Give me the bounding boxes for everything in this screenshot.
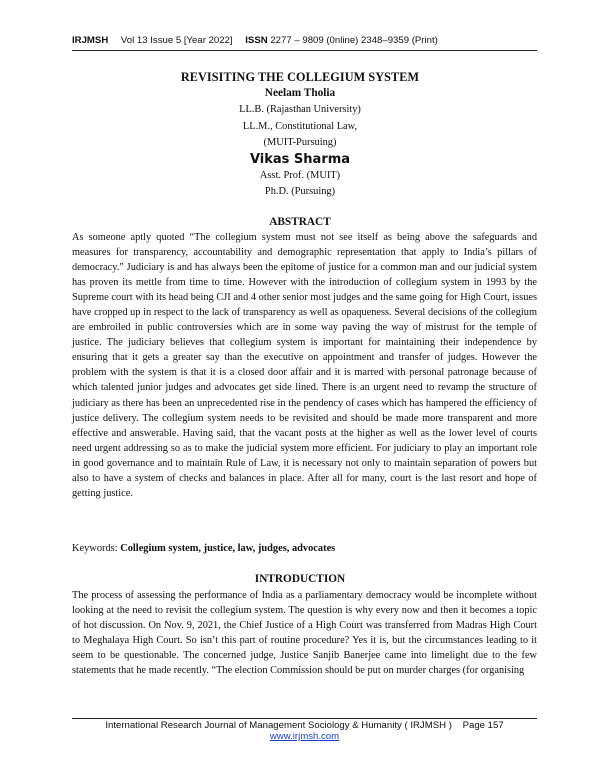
author-2-name: Vikas Sharma: [249, 152, 351, 167]
author-2-affiliation: Ph.D. (Pursuing): [264, 186, 336, 197]
running-header: [72, 35, 542, 46]
volume-info: Vol 13 Issue 5 [Year 2022]: [120, 35, 233, 46]
introduction-text: The process of assessing the performance of India as a parliamentary democracy would be incomplete without looking at the need to revisit the collegium system. The question is why every now and then it becomes a topic of hot discussion. On Nov. 9, 2021, the Chief Justice of a High Court was transferred from Madras High Court to Meghalaya High Court. So isn’t this part of routine procedure? Yes it is, but the circumstances leading to it seem to be questionable. The concerned judge, Justice Sanjib Banerjee came into limelight due to the few statements that he made recently. “The election Commission should be put on murder charges (for organising: [72, 590, 537, 677]
footer-rule: [72, 718, 537, 719]
keywords-line: [72, 543, 537, 554]
header-rule: [72, 50, 537, 51]
journal-abbrev: IRJMSH: [72, 35, 109, 46]
author-1-affiliation: LL.M., Constitutional Law,: [242, 121, 358, 132]
issn-numbers: 2277 – 9809 (0nline) 2348–9359 (Print): [270, 35, 438, 46]
author-1-affiliation: (MUIT-Pursuing): [263, 137, 337, 148]
page-number: Page 157: [462, 720, 504, 731]
journal-website-link[interactable]: www.irjmsh.com: [269, 731, 340, 742]
abstract-heading: ABSTRACT: [269, 216, 331, 228]
author-2-affiliation: Asst. Prof. (MUIT): [259, 170, 341, 181]
keywords-list: Collegium system, justice, law, judges, advocates: [120, 543, 336, 554]
page-footer: [72, 720, 537, 742]
author-1-name: Neelam Tholia: [264, 87, 336, 99]
introduction-heading: INTRODUCTION: [254, 573, 346, 585]
author-1-affiliation: LL.B. (Rajasthan University): [239, 104, 361, 115]
issn-label: ISSN: [245, 35, 268, 46]
abstract-text: As someone aptly quoted “The collegium system must not see itself as being above the safeguards and measures for transparency, accountability and demographic representation that apply to India’s pillars of democracy.” Judiciary is and has always been the epitome of justice for a common man and our judicial system has proven its mettle from time to time. However with the introduction of collegium system in 1993 by the Supreme court with its head being CJI and 4 other senior most judges and the same going for High Court, issues have cropped up in respect to the lack of transparency as well as opaqueness. Several decisions of the collegium are embroiled in public controversies which are in some way paving the way of mistrust for the temple of justice. The judiciary believes that collegium system is important for maintaining their independence by ensuring that it gets a greater say than the executive on appointment and transfer of judges. However the problem with the system is that it is a closed door affair and it is marred with personal patronage because of which talented junior judges and advocates get side lined. There is an urgent need to revamp the structure of judiciary as there has been an unprecedented rise in the pendency of cases which has hampered the efficiency of justice delivery. The collegium system needs to be revisited and should be made more transparent and more effective and answerable. Having said, that the vacant posts at the higher as well as the lower level of courts need urgent addressing so as to make the judicial system more efficient. For judiciary to play an important role in good governance and to maintain Rule of Law, it is necessary not only to maintain separation of powers but also to have a system of checks and balances in place. After all for many, court is the last resort and hope of getting justice.: [72, 232, 537, 499]
keywords-label: Keywords:: [72, 543, 118, 554]
paper-title: REVISITING THE COLLEGIUM SYSTEM: [180, 70, 420, 84]
footer-journal: International Research Journal of Management Sociology & Humanity ( IRJMSH ): [105, 720, 452, 731]
